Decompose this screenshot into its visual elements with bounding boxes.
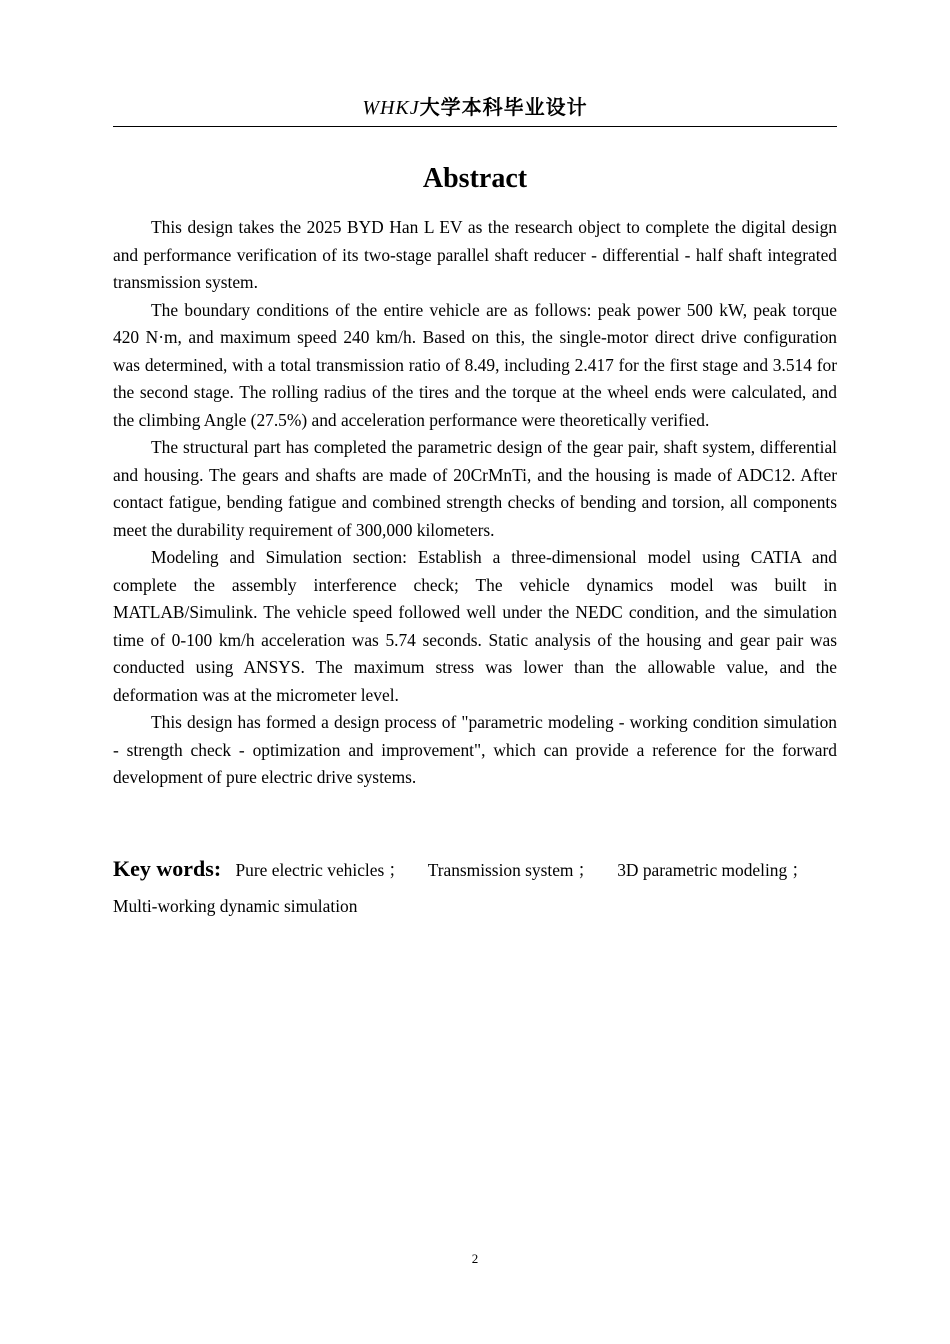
abstract-paragraph: This design takes the 2025 BYD Han L EV as the research object to complete the digital design and performance verification of its two-stage parallel shaft reducer - differential - half shaft integrated transmission system. bbox=[113, 217, 837, 292]
keyword-item: Multi-working dynamic simulation bbox=[113, 896, 358, 916]
abstract-paragraph: The boundary conditions of the entire vehicle are as follows: peak power 500 kW, peak torque 420 N·m, and maximum speed 240 km/h. Based on this, the single-motor direct drive configuration was determined, with a total transmission ratio of 8.49, including 2.417 for the first stage and 3.514 for the second stage. The rolling radius of the tires and the torque at the wheel ends were calculated, and the climbing Angle (27.5%) and acceleration performance were theoretically verified. bbox=[113, 299, 837, 430]
keyword-separator: ； bbox=[791, 860, 809, 880]
keyword-separator: ； bbox=[577, 860, 595, 880]
abstract-body bbox=[113, 214, 837, 792]
page-title: Abstract bbox=[422, 163, 528, 194]
keyword-item: 3D parametric modeling bbox=[617, 860, 788, 880]
abstract-paragraph: This design has formed a design process of "parametric modeling - working condition simulation - strength check - optimization and improvement", which can provide a reference for the forward development of pure electric drive systems. bbox=[113, 712, 837, 787]
keyword-item: Pure electric vehicles bbox=[235, 860, 385, 880]
header-document-type: 大学本科毕业设计 bbox=[419, 95, 588, 119]
page-number: 2 bbox=[471, 1251, 479, 1266]
header-institution-code: WHKJ bbox=[362, 97, 420, 119]
keyword-separator: ； bbox=[388, 860, 406, 880]
abstract-paragraph: The structural part has completed the parametric design of the gear pair, shaft system, differential and housing. The gears and shafts are made of 20CrMnTi, and the housing is made of ADC12. After contact fatigue, bending fatigue and combined strength checks of bending and torsion, all components meet the durability requirement of 300,000 kilometers. bbox=[113, 437, 837, 540]
keywords-section bbox=[113, 851, 837, 924]
header-divider bbox=[113, 126, 837, 127]
abstract-paragraph: Modeling and Simulation section: Establish a three-dimensional model using CATIA and complete the assembly interference check; The vehicle dynamics model was built in MATLAB/Simulink. The vehicle speed followed well under the NEDC condition, and the simulation time of 0-100 km/h acceleration was 5.74 seconds. Static analysis of the housing and gear pair was conducted using ANSYS. The maximum stress was lower than the allowable value, and the deformation was at the micrometer level. bbox=[113, 547, 837, 705]
keyword-item: Transmission system bbox=[427, 860, 574, 880]
keywords-label: Key words: bbox=[113, 856, 222, 881]
page-header bbox=[113, 94, 837, 121]
